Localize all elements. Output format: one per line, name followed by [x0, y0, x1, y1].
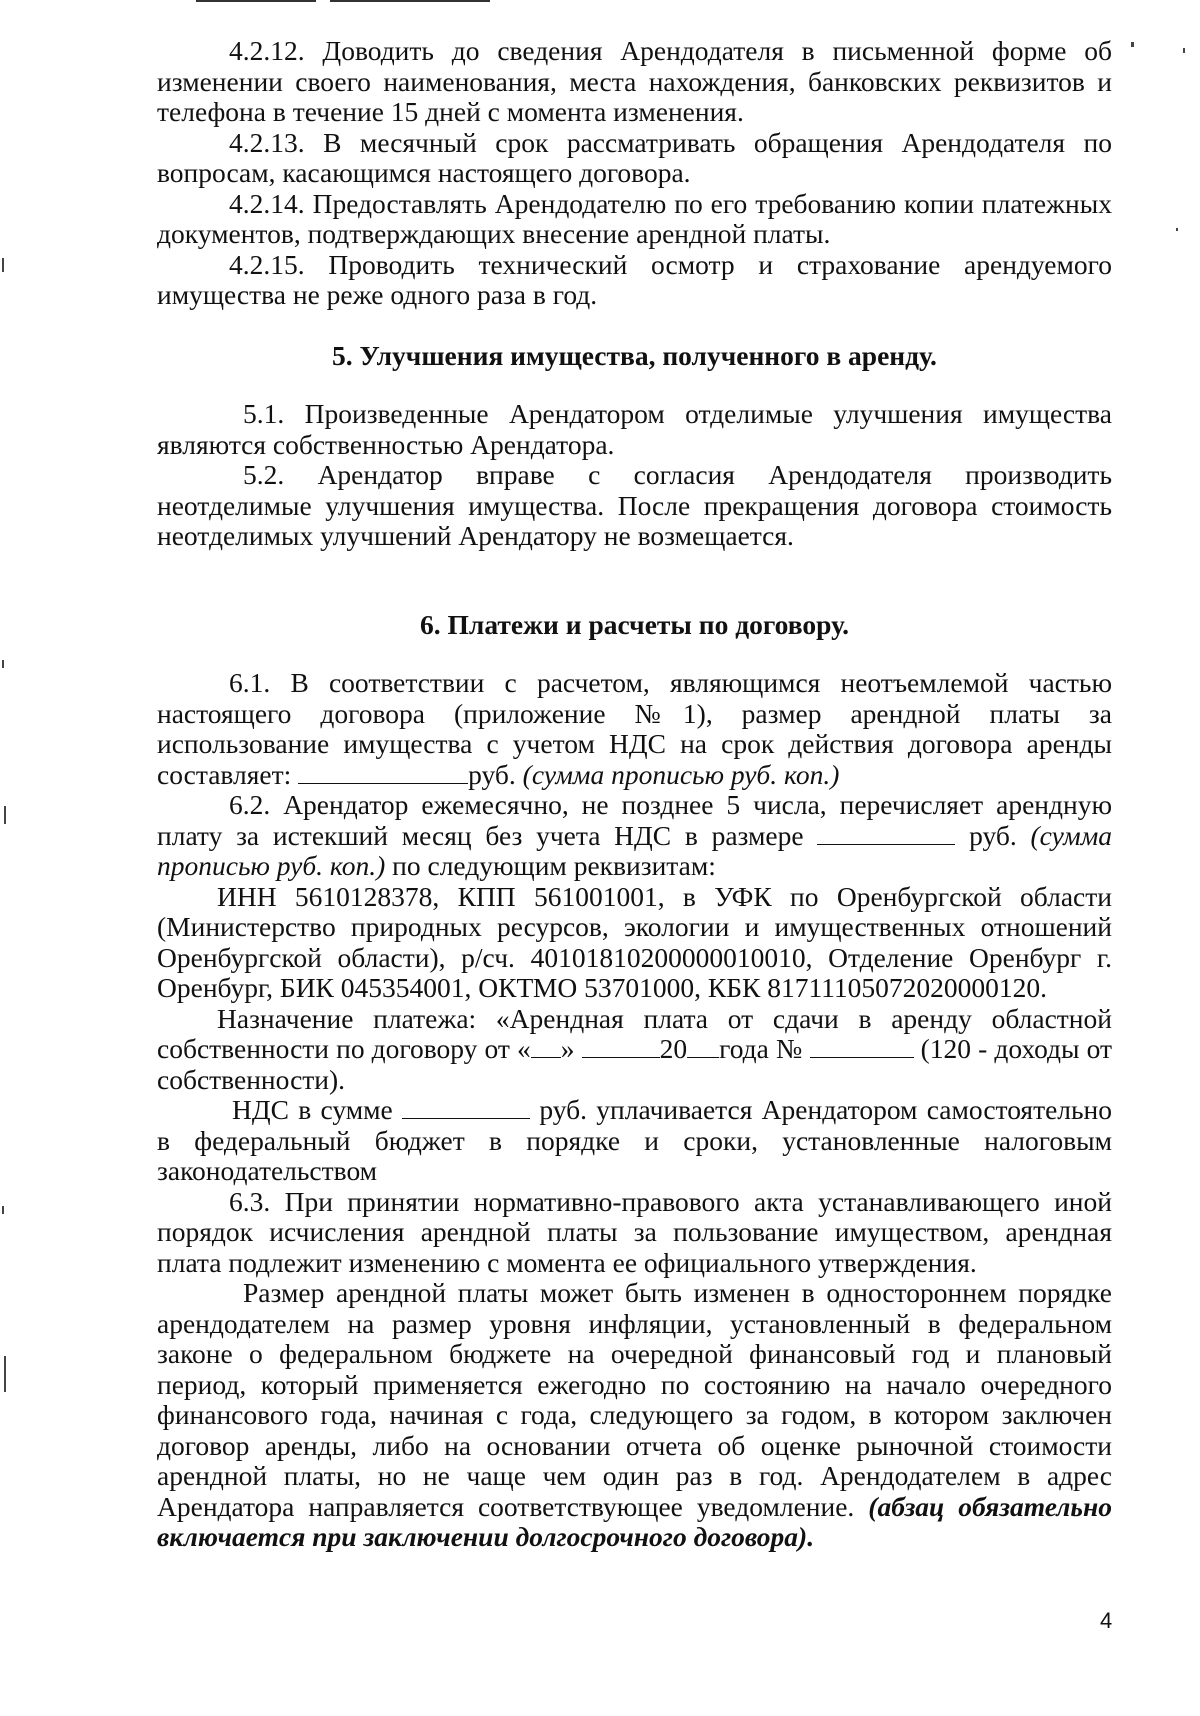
scan-speck	[4, 806, 6, 824]
vat-text: руб. уплачивается Арендатором самостоятельно в федеральный бюджет в порядке и сроки, установленные налоговым законодательством	[157, 1094, 1113, 1186]
scan-speck	[1131, 42, 1134, 47]
document-body	[157, 36, 1112, 1553]
clause-4-2-12: 4.2.12. Доводить до сведения Арендодателя в письменной форме об изменении своего наименования, места нахождения, банковских реквизитов и телефона в течение 15 дней с момента изменения.	[157, 35, 1112, 127]
scan-speck	[1183, 48, 1185, 53]
clause-6-2	[157, 790, 1112, 882]
rub-label: руб.	[468, 758, 516, 790]
vat-clause	[157, 1095, 1112, 1187]
clause-5-1: 5.1. Произведенные Арендатором отделимые улучшения имущества являются собственностью Арендатора.	[157, 398, 1112, 460]
clause-6-2-text: 6.2. Арендатор ежемесячно, не позднее 5 числа, перечисляет арендную плату за истекший месяц без учета НДС в размере	[157, 789, 1112, 851]
section-5-heading: 5. Улучшения имущества, полученного в аренду.	[332, 339, 937, 371]
payment-purpose-text: Назначение платежа: «Арендная плата от сдачи в аренду областной собственности по договору от «	[157, 1002, 1112, 1064]
scan-speck	[1176, 228, 1178, 231]
clause-6-1-text: 6.1. В соответствии с расчетом, являющимся неотъемлемой частью настоящего договора (приложение №1), размер арендной платы за использование имущества с учетом НДС на срок действия договора аренды составляет:	[157, 667, 1112, 790]
year-blank	[687, 1037, 719, 1058]
clause-4-2-15: 4.2.15. Проводить технический осмотр и страхование арендуемого имущества не реже одного раза в год.	[157, 248, 1112, 310]
clause-6-3-inflation	[157, 1278, 1112, 1553]
page-number: 4	[1100, 1608, 1113, 1633]
clause-4-2-13: 4.2.13. В месячный срок рассматривать обращения Арендодателя по вопросам, касающимся настоящего договора.	[157, 126, 1112, 188]
scan-speck	[2, 660, 4, 668]
scan-speck	[2, 1206, 4, 1214]
month-blank	[582, 1037, 660, 1058]
contract-number-blank	[810, 1037, 914, 1058]
scan-speck	[2, 258, 4, 272]
section-6-heading: 6. Платежи и расчеты по договору.	[420, 608, 849, 640]
clause-6-3: 6.3. При принятии нормативно-правового акта устанавливающего иной порядок исчисления арендной платы за пользование имуществом, арендная плата подлежит изменению с момента ее официального утверждения.	[157, 1185, 1112, 1278]
clause-4-2-14: 4.2.14. Предоставлять Арендодателю по его требованию копии платежных документов, подтверждающих внесение арендной платы.	[157, 187, 1112, 249]
clause-6-2-tail: по следующим реквизитам:	[392, 850, 716, 881]
year-prefix: 20	[659, 1033, 688, 1064]
amount-in-words-note: (сумма прописью руб. коп.)	[157, 819, 1112, 881]
payment-purpose	[157, 1004, 1112, 1096]
payment-requisites: ИНН 5610128378, КПП 561001001, в УФК по Оренбургской области (Министерство природных ресурсов, экологии и имущественных отношений Оренбургской области), р/сч. 40101810200000010010, Отделение Оренбург г. Оренбург, БИК 045354001, ОКТМО 53701000, КБК 81711105072020000120.	[157, 880, 1112, 1003]
scan-artifact	[196, 0, 316, 2]
scan-artifact	[330, 0, 490, 2]
scan-speck	[4, 1356, 6, 1392]
rub-label: руб.	[969, 819, 1017, 851]
amount-in-words-note: (сумма прописью руб. коп.)	[522, 758, 840, 790]
vat-label: НДС в сумме	[232, 1094, 393, 1125]
vat-amount-blank	[402, 1098, 530, 1119]
clause-5-2: 5.2. Арендатор вправе с согласия Арендодателя производить неотделимые улучшения имущества. После прекращения договора стоимость неотделимых улучшений Арендатору не возмещается.	[157, 459, 1112, 551]
inflation-text: Размер арендной платы может быть изменен в одностороннем порядке арендодателем на размер уровня инфляции, установленный в федеральном законе о федеральном бюджете на очередной финансовый год и плановый период, который применяется ежегодно по состоянию на начало очередного финансового года, начиная с года, следующего за годом, в котором заключен договор аренды, либо на основании отчета об оценке рыночной стоимости арендной платы, но не чаще чем один раз в год. Арендодателем в адрес Арендатора направляется соответствующее уведомление.	[157, 1277, 1112, 1522]
amount-blank	[298, 763, 468, 784]
long-term-note: (абзац обязательно включается при заключении долгосрочного договора).	[157, 1490, 1112, 1552]
day-blank	[531, 1037, 561, 1058]
quote-close: »	[560, 1033, 575, 1064]
contract-number-label: года №	[719, 1033, 803, 1064]
income-code-note: (120 - доходы от собственности).	[157, 1033, 1113, 1095]
monthly-amount-blank	[817, 824, 955, 845]
clause-6-1	[157, 668, 1112, 790]
